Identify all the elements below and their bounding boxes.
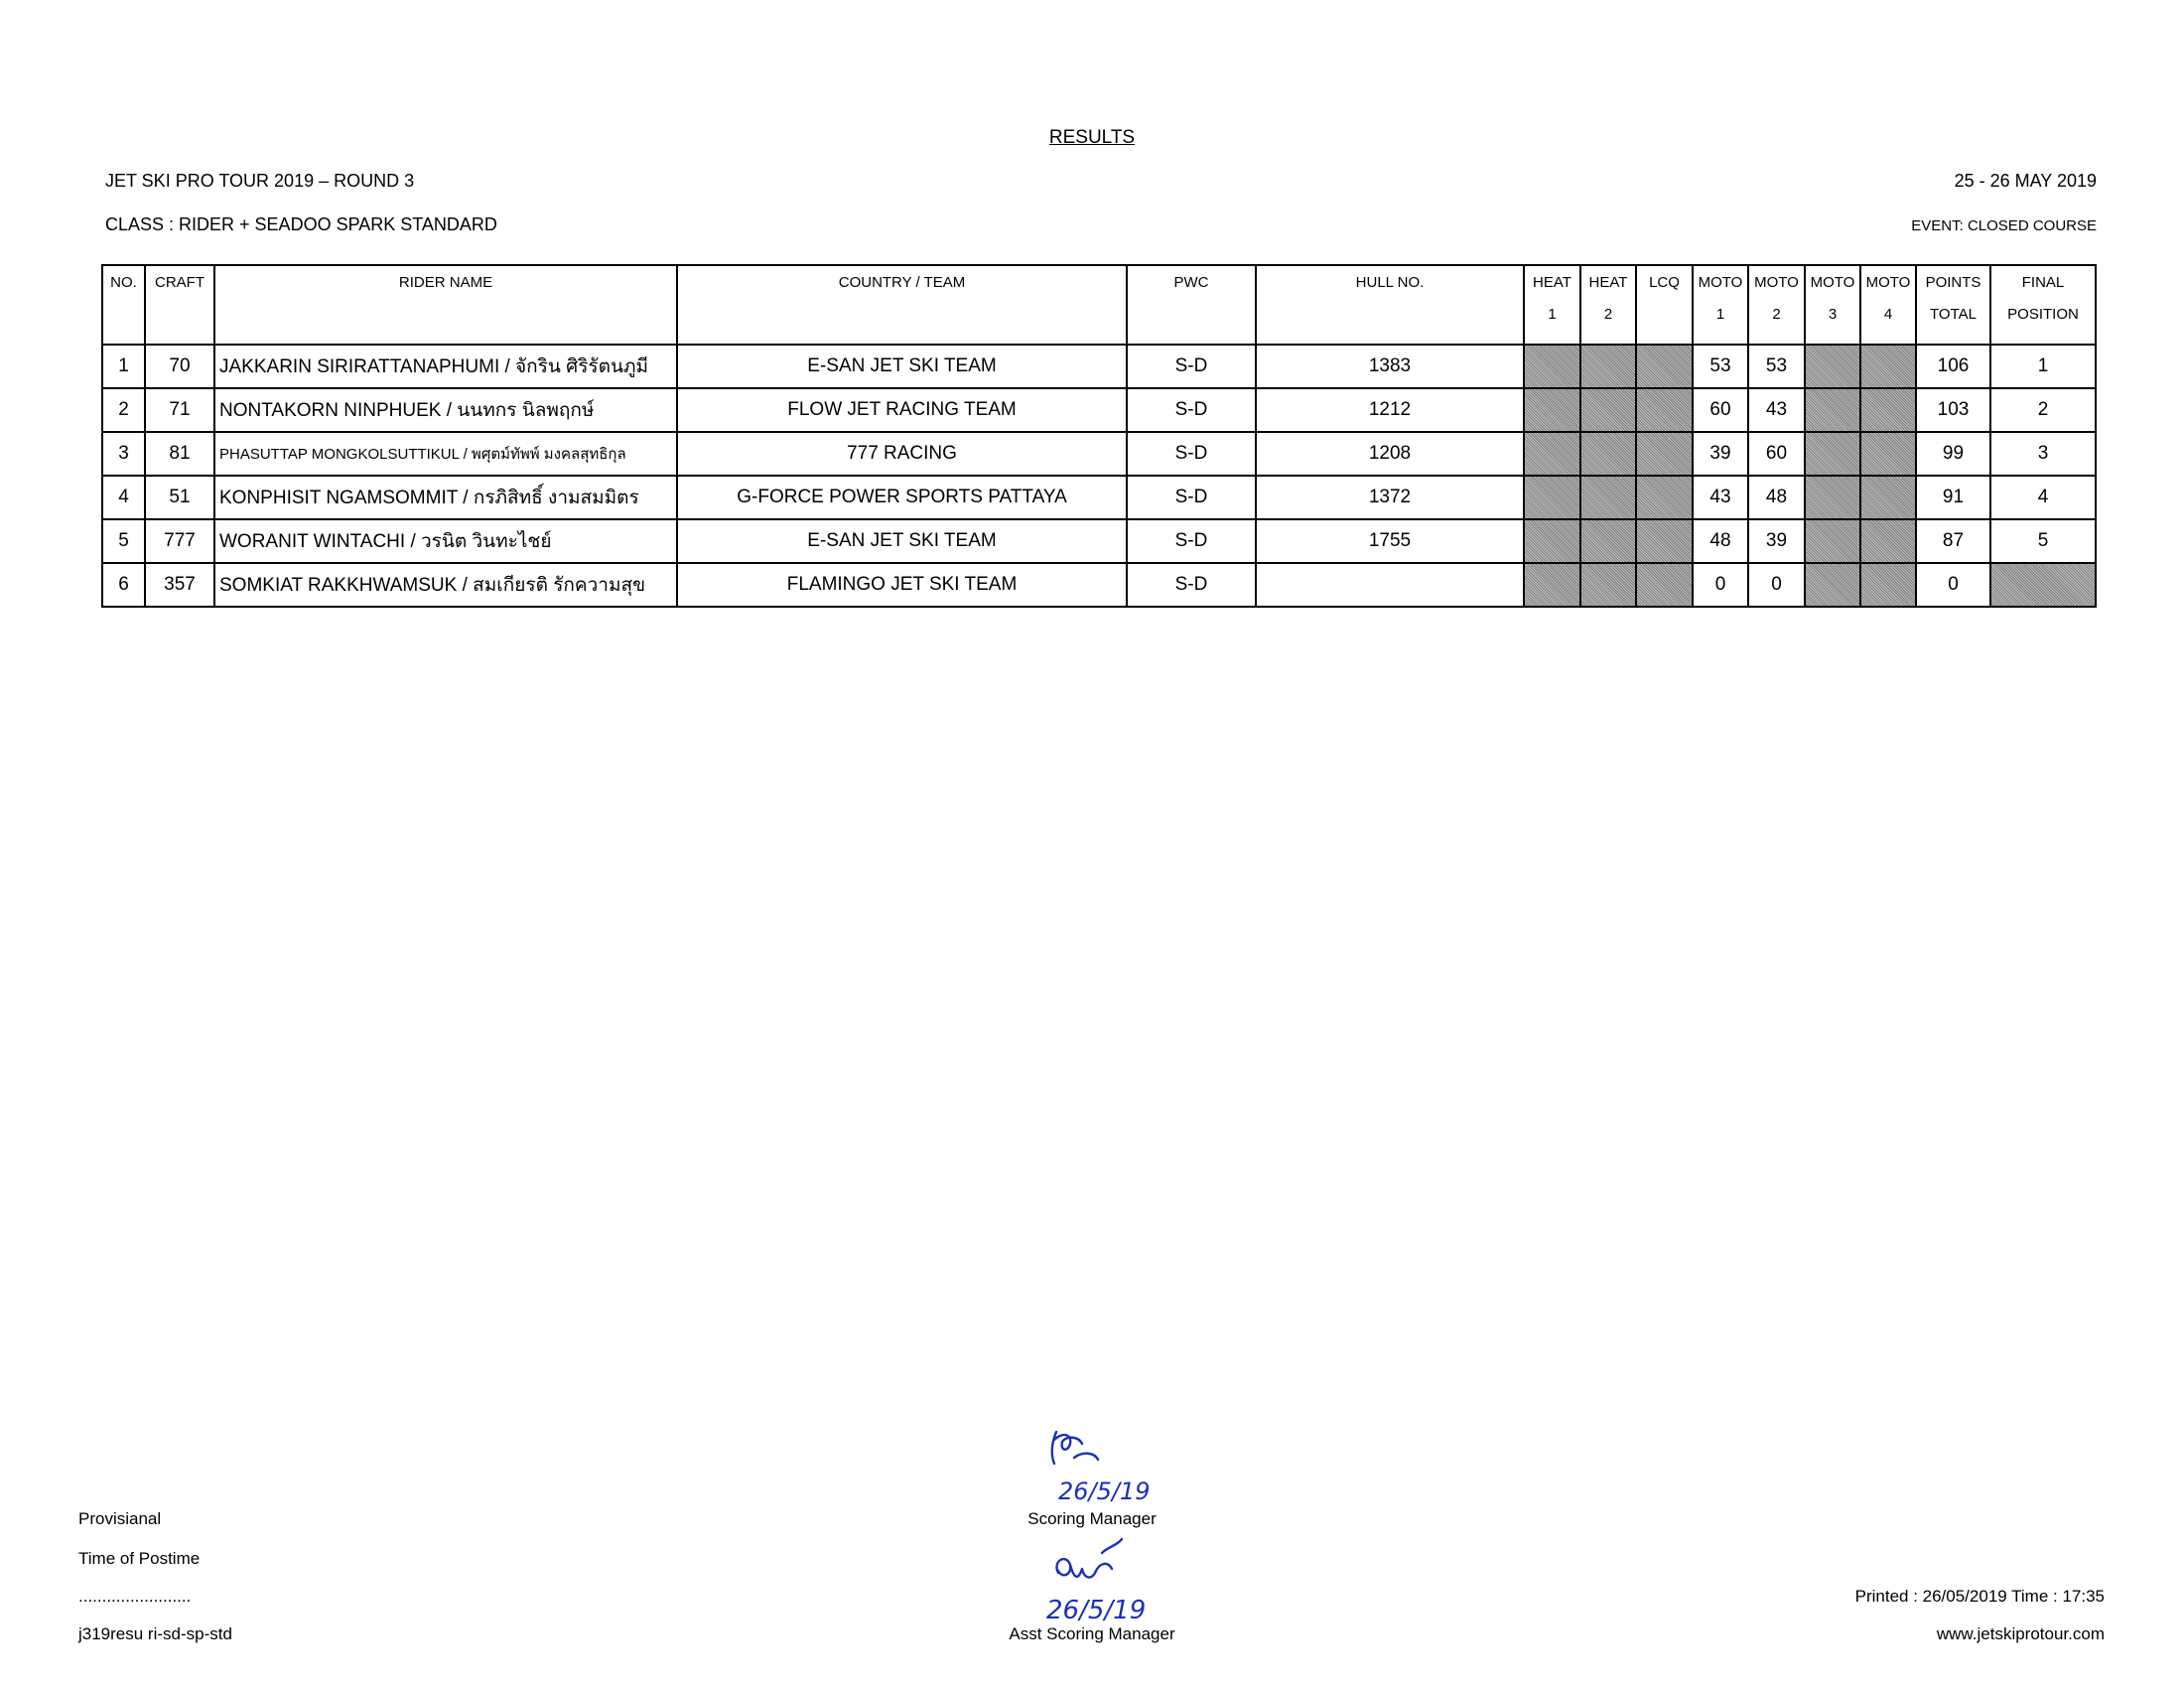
cell-no: 5: [102, 519, 145, 563]
cell-rider: WORANIT WINTACHI / วรนิต วินทะไชย์: [214, 519, 677, 563]
table-header-row: [102, 265, 2096, 345]
col-pwc: PWC: [1127, 265, 1256, 345]
cell-moto-3-empty: [1805, 432, 1860, 476]
cell-heat-1-empty: [1524, 432, 1580, 476]
event-date: 25 - 26 MAY 2019: [1954, 171, 2097, 191]
cell-rider: NONTAKORN NINPHUEK / นนทกร นิลพฤกษ์: [214, 388, 677, 432]
table-row: [102, 563, 2096, 607]
cell-moto-4-empty: [1860, 432, 1916, 476]
cell-no: 6: [102, 563, 145, 607]
cell-rider: JAKKARIN SIRIRATTANAPHUMI / จักริน ศิริรัตนภูมี: [214, 345, 677, 388]
cell-pwc: S-D: [1127, 388, 1256, 432]
cell-moto-2: 48: [1748, 476, 1805, 519]
provisional-label: Provisianal: [78, 1509, 162, 1528]
cell-craft: 777: [145, 519, 214, 563]
cell-heat-1-empty: [1524, 519, 1580, 563]
cell-moto-1: 39: [1693, 432, 1748, 476]
cell-final: 4: [1990, 476, 2096, 519]
table-row: [102, 519, 2096, 563]
cell-moto-4-empty: [1860, 388, 1916, 432]
cell-total: 87: [1916, 519, 1990, 563]
cell-heat-2-empty: [1580, 476, 1636, 519]
cell-hull: [1256, 563, 1524, 607]
cell-moto-3-empty: [1805, 519, 1860, 563]
cell-rider: KONPHISIT NGAMSOMMIT / กรภิสิทธิ์ งามสมมิตร: [214, 476, 677, 519]
cell-heat-2-empty: [1580, 345, 1636, 388]
cell-pwc: S-D: [1127, 476, 1256, 519]
cell-moto-4-empty: [1860, 519, 1916, 563]
cell-final: 2: [1990, 388, 2096, 432]
printed-timestamp: Printed : 26/05/2019 Time : 17:35: [1854, 1587, 2105, 1606]
cell-craft: 70: [145, 345, 214, 388]
cell-team: 777 RACING: [677, 432, 1127, 476]
cell-moto-1: 60: [1693, 388, 1748, 432]
cell-final: 5: [1990, 519, 2096, 563]
cell-craft: 51: [145, 476, 214, 519]
cell-heat-1-empty: [1524, 563, 1580, 607]
cell-moto-1: 43: [1693, 476, 1748, 519]
cell-heat-2-empty: [1580, 519, 1636, 563]
cell-moto-4-empty: [1860, 345, 1916, 388]
cell-moto-3-empty: [1805, 563, 1860, 607]
cell-lcq-empty: [1636, 388, 1693, 432]
cell-team: G-FORCE POWER SPORTS PATTAYA: [677, 476, 1127, 519]
col-points-total: POINTS TOTAL: [1916, 265, 1990, 345]
cell-no: 3: [102, 432, 145, 476]
cell-lcq-empty: [1636, 345, 1693, 388]
asst-scoring-manager-label: Asst Scoring Manager: [1009, 1624, 1175, 1643]
col-no: NO.: [102, 265, 145, 345]
cell-moto-2: 60: [1748, 432, 1805, 476]
cell-moto-1: 48: [1693, 519, 1748, 563]
col-craft: CRAFT: [145, 265, 214, 345]
time-of-postime-label: Time of Postime: [78, 1549, 201, 1568]
table-row: [102, 345, 2096, 388]
cell-final: 1: [1990, 345, 2096, 388]
cell-team: E-SAN JET SKI TEAM: [677, 519, 1127, 563]
col-heat-2: HEAT 2: [1580, 265, 1636, 345]
cell-final-empty: [1990, 563, 2096, 607]
cell-lcq-empty: [1636, 476, 1693, 519]
table-row: [102, 388, 2096, 432]
cell-no: 2: [102, 388, 145, 432]
cell-heat-2-empty: [1580, 563, 1636, 607]
cell-hull: 1755: [1256, 519, 1524, 563]
cell-moto-4-empty: [1860, 476, 1916, 519]
cell-team: FLOW JET RACING TEAM: [677, 388, 1127, 432]
cell-pwc: S-D: [1127, 345, 1256, 388]
col-moto-4: MOTO 4: [1860, 265, 1916, 345]
cell-team: E-SAN JET SKI TEAM: [677, 345, 1127, 388]
col-moto-3: MOTO 3: [1805, 265, 1860, 345]
cell-moto-3-empty: [1805, 388, 1860, 432]
cell-lcq-empty: [1636, 519, 1693, 563]
col-heat-1: HEAT 1: [1524, 265, 1580, 345]
cell-heat-1-empty: [1524, 388, 1580, 432]
cell-pwc: S-D: [1127, 432, 1256, 476]
cell-hull: 1208: [1256, 432, 1524, 476]
cell-total: 106: [1916, 345, 1990, 388]
cell-craft: 357: [145, 563, 214, 607]
cell-heat-1-empty: [1524, 476, 1580, 519]
col-final-position: FINAL POSITION: [1990, 265, 2096, 345]
file-code: j319resu ri-sd-sp-std: [78, 1624, 232, 1643]
table-row: [102, 432, 2096, 476]
cell-pwc: S-D: [1127, 563, 1256, 607]
cell-rider: PHASUTTAP MONGKOLSUTTIKUL / พศุตม์ทัพพ์ มงคลสุทธิกุล: [214, 432, 677, 476]
cell-moto-1: 0: [1693, 563, 1748, 607]
cell-total: 103: [1916, 388, 1990, 432]
cell-final: 3: [1990, 432, 2096, 476]
cell-no: 4: [102, 476, 145, 519]
cell-total: 0: [1916, 563, 1990, 607]
col-moto-2: MOTO 2: [1748, 265, 1805, 345]
cell-lcq-empty: [1636, 432, 1693, 476]
col-rider-name: RIDER NAME: [214, 265, 677, 345]
col-hull-no: HULL NO.: [1256, 265, 1524, 345]
table-row: [102, 476, 2096, 519]
cell-moto-2: 43: [1748, 388, 1805, 432]
cell-heat-2-empty: [1580, 388, 1636, 432]
cell-moto-4-empty: [1860, 563, 1916, 607]
col-moto-1: MOTO 1: [1693, 265, 1748, 345]
cell-total: 91: [1916, 476, 1990, 519]
class-label: CLASS : RIDER + SEADOO SPARK STANDARD: [105, 214, 497, 234]
cell-moto-3-empty: [1805, 345, 1860, 388]
cell-hull: 1212: [1256, 388, 1524, 432]
cell-heat-1-empty: [1524, 345, 1580, 388]
cell-hull: 1372: [1256, 476, 1524, 519]
cell-lcq-empty: [1636, 563, 1693, 607]
cell-moto-2: 0: [1748, 563, 1805, 607]
signature-1-date: 26/5/19: [1058, 1477, 1151, 1505]
cell-rider: SOMKIAT RAKKHWAMSUK / สมเกียรติ รักความสุข: [214, 563, 677, 607]
cell-moto-2: 53: [1748, 345, 1805, 388]
page-title: RESULTS: [1048, 127, 1136, 148]
cell-team: FLAMINGO JET SKI TEAM: [677, 563, 1127, 607]
cell-pwc: S-D: [1127, 519, 1256, 563]
cell-no: 1: [102, 345, 145, 388]
event-type: EVENT: CLOSED COURSE: [1911, 217, 2097, 234]
scoring-manager-signature: [1013, 1422, 1171, 1505]
cell-moto-1: 53: [1693, 345, 1748, 388]
website-link[interactable]: www.jetskiprotour.com: [1936, 1624, 2105, 1643]
scoring-manager-label: Scoring Manager: [1027, 1509, 1157, 1528]
col-lcq: LCQ: [1636, 265, 1693, 345]
results-table: [101, 264, 2097, 608]
cell-moto-2: 39: [1748, 519, 1805, 563]
cell-craft: 71: [145, 388, 214, 432]
asst-scoring-manager-signature: [1023, 1535, 1161, 1626]
cell-hull: 1383: [1256, 345, 1524, 388]
postime-blank: ........................: [78, 1587, 192, 1606]
cell-heat-2-empty: [1580, 432, 1636, 476]
cell-craft: 81: [145, 432, 214, 476]
cell-moto-3-empty: [1805, 476, 1860, 519]
cell-total: 99: [1916, 432, 1990, 476]
event-name: JET SKI PRO TOUR 2019 – ROUND 3: [105, 171, 415, 191]
col-country-team: COUNTRY / TEAM: [677, 265, 1127, 345]
signature-2-date: 26/5/19: [1046, 1596, 1147, 1625]
